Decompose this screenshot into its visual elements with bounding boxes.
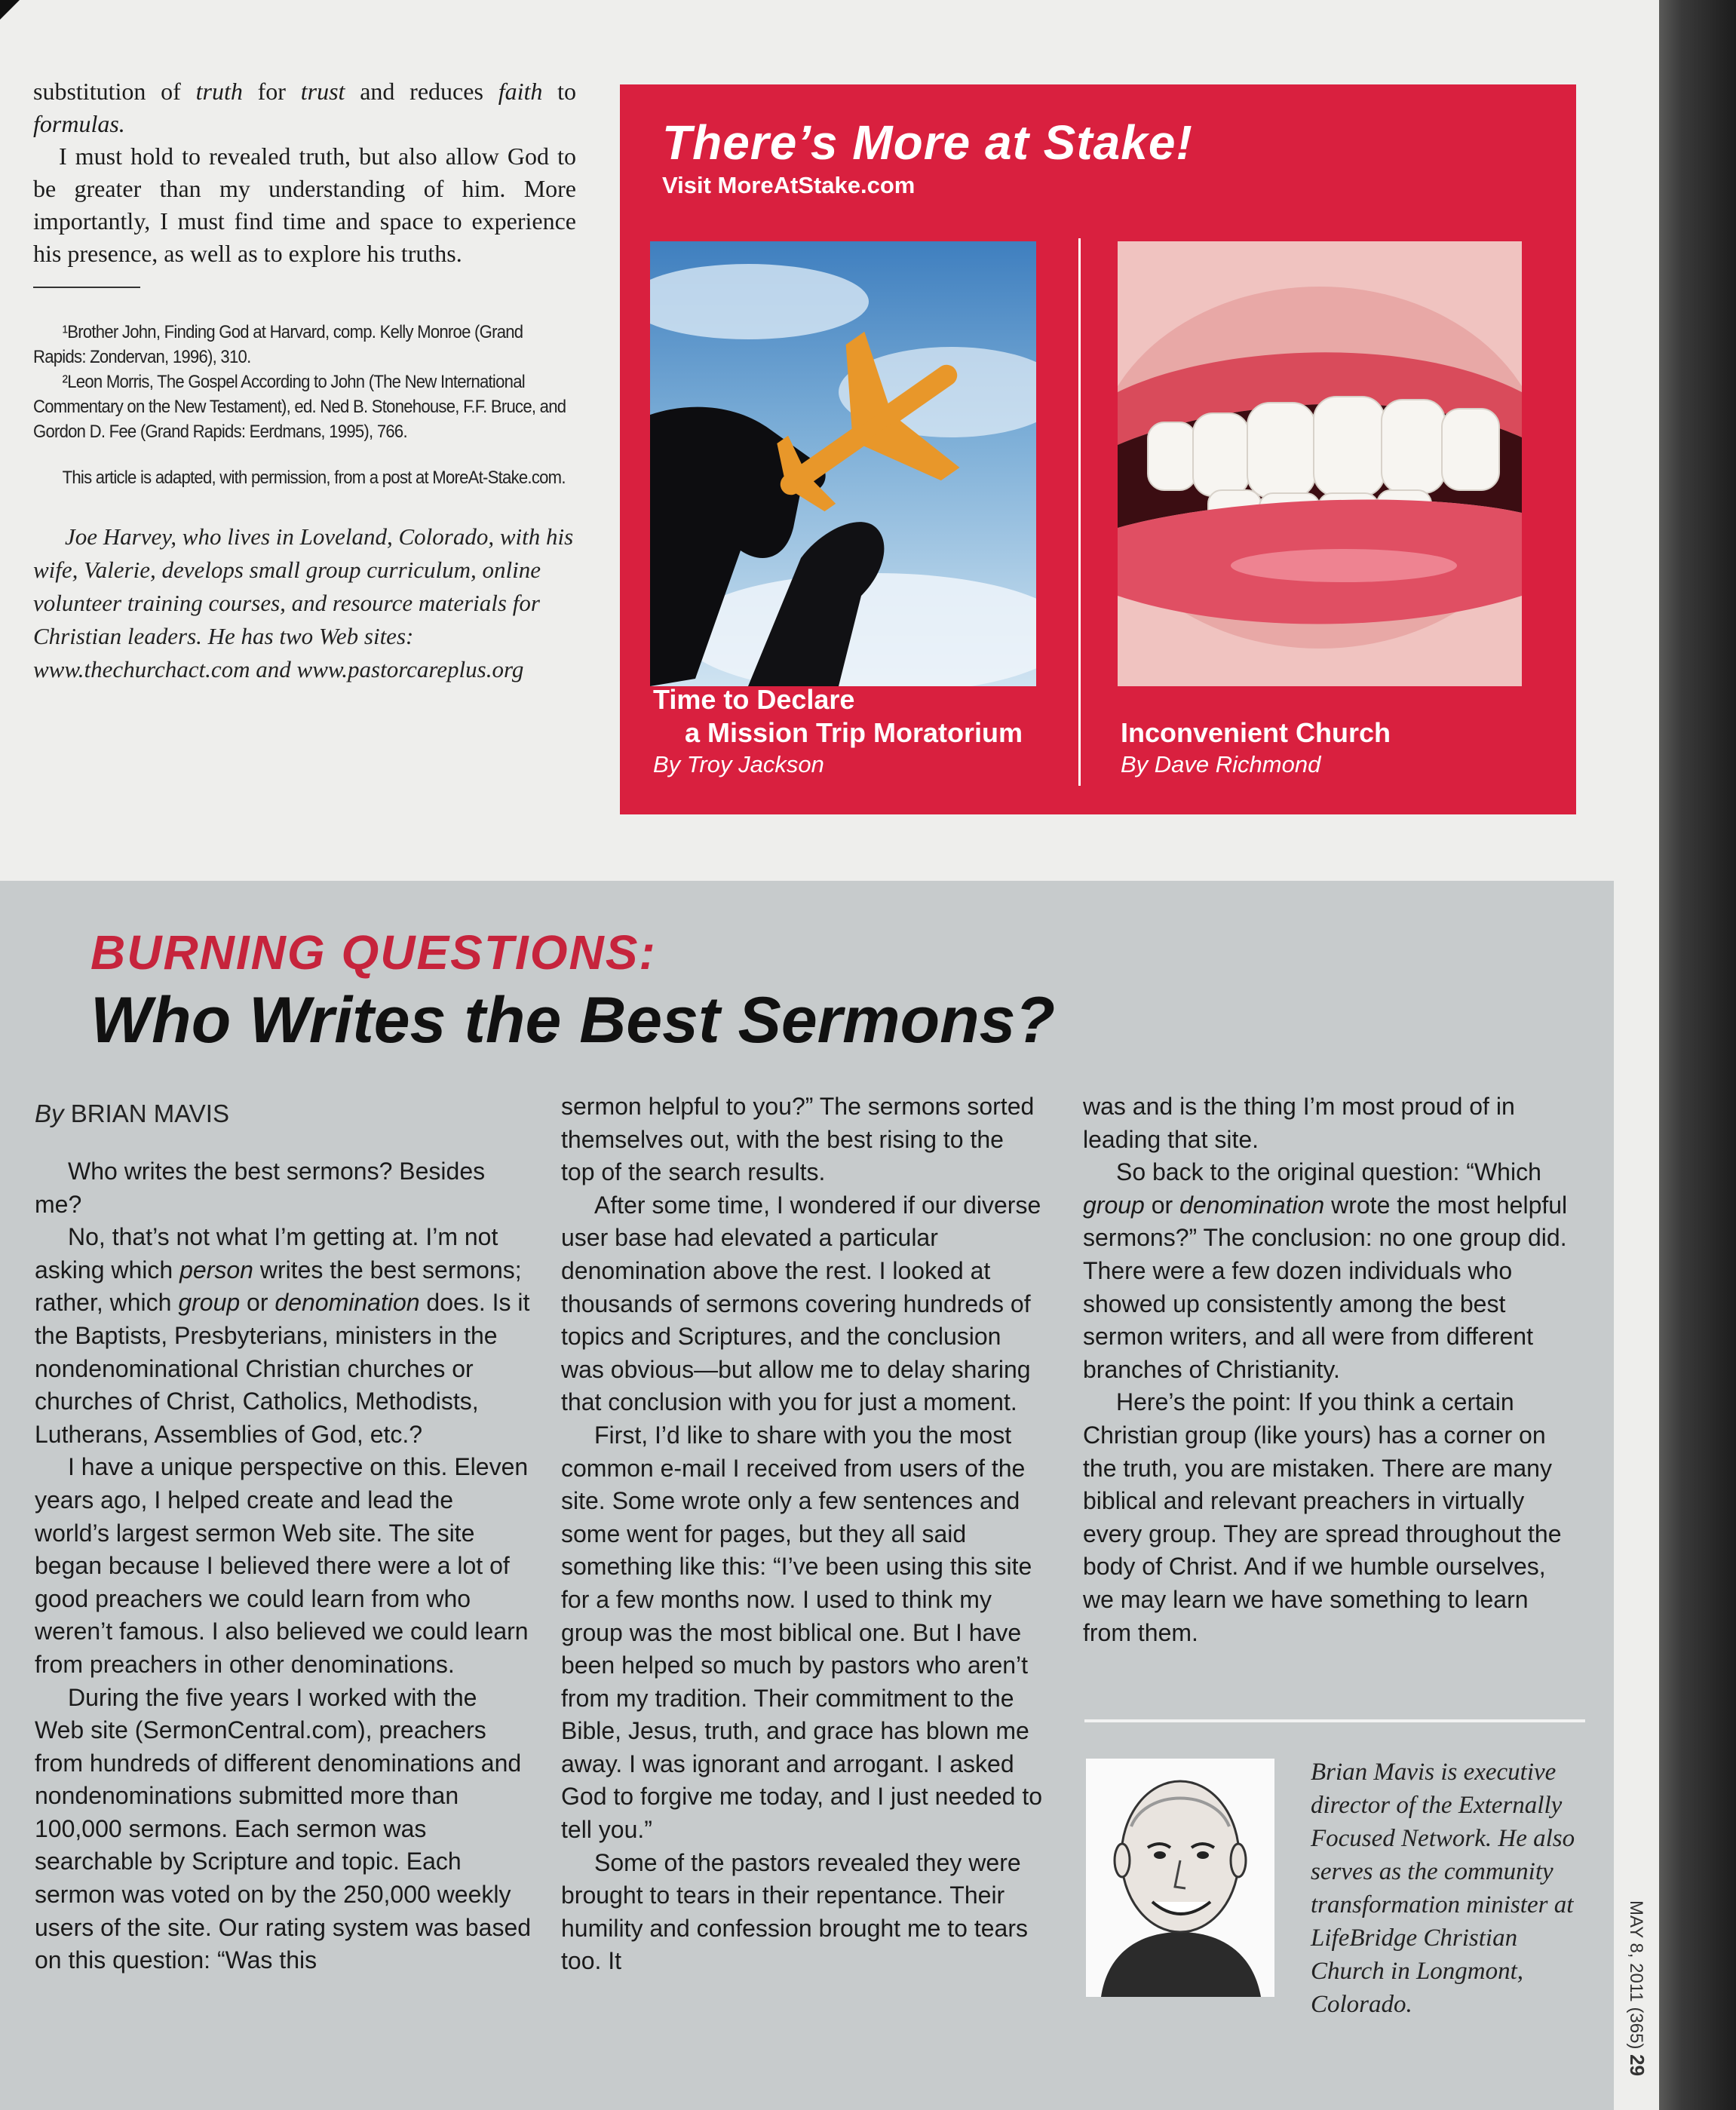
paragraph: After some time, I wondered if our diverse user base had elevated a particular denomination above the rest. I looked at thousands of sermons covering hundreds of topics and Scriptures, and the conclusion was obvious—but allow me to delay sharing that conclusion with you for just a moment.	[561, 1191, 1041, 1416]
byline-name: BRIAN MAVIS	[70, 1099, 229, 1127]
author-bio-text: Brian Mavis is executive director of the Externally Focused Network. He also serves as the community transformation minister at LifeBridge Christian Church in Longmont, Colorado.	[1311, 1759, 1575, 2018]
paragraph: was and is the thing I’m most proud of in leading that site.	[1083, 1093, 1515, 1153]
promo-divider	[1078, 238, 1081, 786]
footnote-rule	[33, 287, 140, 288]
promo-box	[620, 84, 1576, 814]
paragraph: Here’s the point: If you think a certain Christian group (like yours) has a corner on the truth, you are mistaken. There are many biblical and relevant preachers in virtually every group. They are spread throughout the body of Christ. And if we humble ourselves, we may learn we have something to learn from them.	[1083, 1388, 1562, 1646]
page-number: 29	[1626, 2054, 1649, 2077]
author-note	[33, 520, 576, 686]
paragraph: sermon helpful to you?” The sermons sorted themselves out, with the best rising to the top of the search results.	[561, 1093, 1035, 1186]
footnote-1: ¹Brother John, Finding God at Harvard, comp. Kelly Monroe (Grand Rapids: Zondervan, 1996), 310.	[33, 322, 523, 367]
section-kicker: BURNING QUESTIONS:	[90, 925, 657, 980]
teeth-photo[interactable]	[1118, 241, 1522, 686]
paragraph: I have a unique perspective on this. Eleven years ago, I helped create and lead the world’s largest sermon Web site. The site began because I believed there were a lot of good preachers we could learn from who weren’t famous. I also believed we could learn from preachers in other denominations.	[35, 1453, 529, 1678]
byline	[35, 1099, 229, 1128]
promo-link[interactable]: Visit MoreAtStake.com	[662, 172, 916, 198]
adapted-note: This article is adapted, with permission, from a post at MoreAt-Stake.com.	[62, 468, 566, 488]
paragraph: substitution of truth for trust and reduces faith to formulas.	[33, 78, 577, 137]
paragraph: So back to the original question: “Which group or denomination wrote the most helpful sermons?” The conclusion: no one group did. There were a few dozen individuals who showed up consistently among the best sermon writers, and all were from different branches of Christianity.	[1083, 1158, 1568, 1383]
paragraph: Some of the pastors revealed they were brought to tears in their repentance. Their humility and confession brought me to tears too. It	[561, 1848, 1028, 1975]
paragraph: During the five years I worked with the Web site (SermonCentral.com), preachers from hundreds of different denominations and nondenominations submitted more than 100,000 sermons. Each sermon was searchable by Scripture and topic. Each sermon was voted on by the 250,000 weekly users of the site. Our rating system was based on this question: “Was this	[35, 1683, 532, 1974]
column-2	[561, 1090, 1044, 1978]
paragraph: No, that’s not what I’m getting at. I’m not asking which person writes the best sermons; rather, which group or denomination does. Is it the Baptists, Presbyterians, ministers in the nondenominational Christian churches or churches of Christ, Catholics, Methodists, Lutherans, Assemblies of God, etc.?	[35, 1223, 530, 1448]
article-1-title-line1: Time to Declare	[653, 684, 855, 715]
folio-issue: (365)	[1626, 2007, 1646, 2050]
author-portrait	[1086, 1759, 1274, 1997]
binding-shadow	[1659, 0, 1736, 2110]
author-note-text: Joe Harvey, who lives in Loveland, Colorado, with his wife, Valerie, develops small group curriculum, online volunteer training courses, and resource materials for Christian leaders. He has two Web sites: www.thechurchact.com and www.pastorcareplus.org	[33, 523, 574, 682]
folio-date: MAY 8, 2011	[1626, 1900, 1646, 2002]
paragraph: Who writes the best sermons? Besides me?	[35, 1158, 486, 1218]
byline-prefix: By	[35, 1099, 64, 1127]
airplane-photo[interactable]	[650, 241, 1036, 686]
article-tail-body	[33, 75, 576, 270]
promo-title: There’s More at Stake!	[662, 115, 1193, 170]
burning-questions-section	[0, 881, 1614, 2110]
article-tail-column	[33, 75, 576, 686]
author-bio	[1311, 1756, 1582, 2021]
article-1-title[interactable]	[653, 683, 1023, 750]
footnote-2: ²Leon Morris, The Gospel According to John (The New International Commentary on the New Testament), ed. Ned B. Stonehouse, F.F. Bruce, and Gordon D. Fee (Grand Rapids: Eerdmans, 1995), 766.	[33, 372, 566, 442]
article-1-byline: By Troy Jackson	[653, 751, 824, 777]
paragraph: First, I’d like to share with you the most common e-mail I received from users of the site. Some wrote only a few sentences and some went for pages, but they all said something like this: “I’ve been using this site for a few months now. I used to think my group was the most biblical one. But I have been helped so much by pastors who aren’t from my tradition. Their commitment to the Bible, Jesus, truth, and grace has blown me away. I was ignorant and arrogant. I asked God to forgive me today, and I just needed to tell you.”	[561, 1421, 1043, 1844]
article-2-title[interactable]: Inconvenient Church	[1121, 717, 1391, 748]
paragraph: I must hold to revealed truth, but also allow God to be greater than my understanding of him. More importantly, I must find time and space to experience his presence, as well as to explore his truths.	[33, 143, 576, 267]
footnotes	[33, 320, 576, 490]
bio-divider	[1084, 1719, 1585, 1722]
column-3	[1083, 1090, 1581, 1649]
article-title: Who Writes the Best Sermons?	[90, 984, 1056, 1057]
article-1-title-line2: a Mission Trip Moratorium	[685, 717, 1023, 748]
page-corner	[0, 0, 20, 20]
article-2-byline: By Dave Richmond	[1121, 751, 1321, 777]
column-1	[35, 1155, 532, 1977]
folio	[1625, 1900, 1649, 2076]
